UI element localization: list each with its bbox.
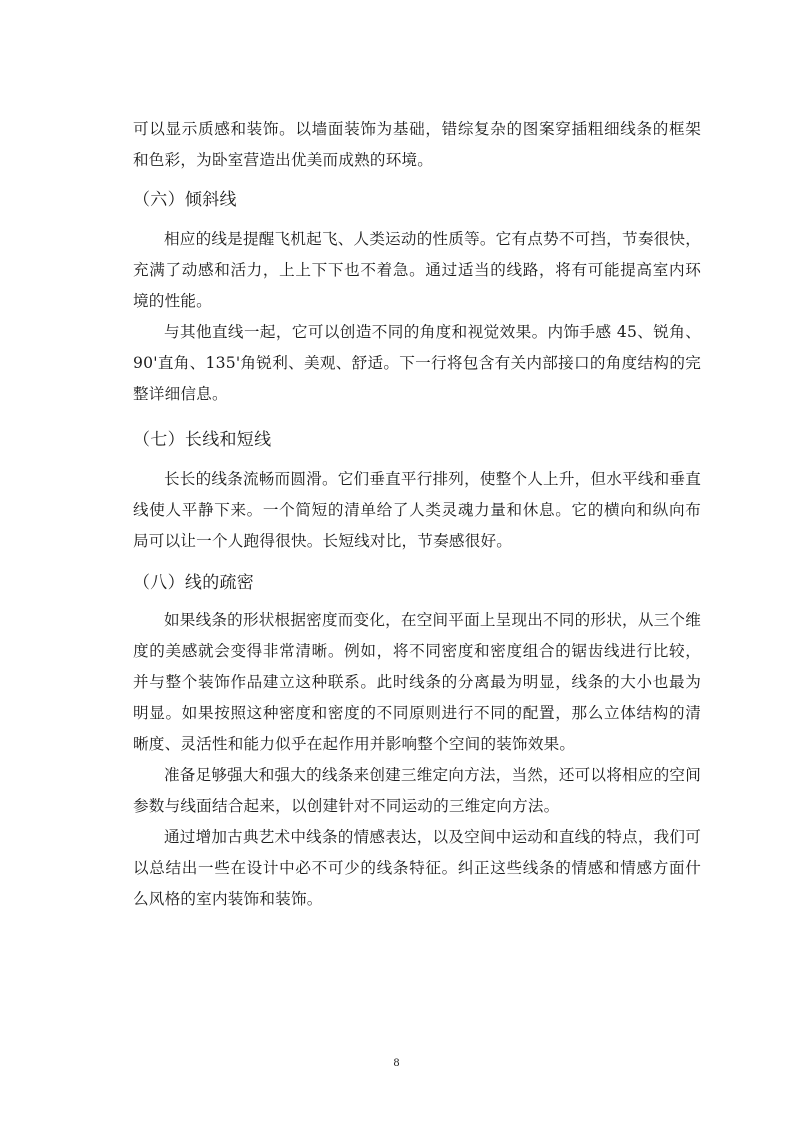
paragraph-continuation: 可以显示质感和装饰。以墙面装饰为基础，错综复杂的图案穿插粗细线条的框架和色彩，为卧室营造出优美而成熟的环境。 <box>133 120 701 169</box>
page-number: 8 <box>393 1055 400 1069</box>
section-heading-slanted-lines: （六）倾斜线 <box>133 190 237 210</box>
paragraph-slanted-lines-1: 相应的线是提醒飞机起飞、人类运动的性质等。它有点势不可挡，节奏很快，充满了动感和活力，上上下下也不着急。通过适当的线路，将有可能提高室内环境的性能。 <box>133 230 701 310</box>
paragraph-line-density-1: 如果线条的形状根据密度而变化，在空间平面上呈现出不同的形状，从三个维度的美感就会变得非常清晰。例如，将不同密度和密度组合的锯齿线进行比较，并与整个装饰作品建立这种联系。此时线条的分离最为明显，线条的大小也最为明显。如果按照这种密度和密度的不同原则进行不同的配置，那么立体结构的清晰度、灵活性和能力似乎在起作用并影响整个空间的装饰效果。 <box>133 611 701 753</box>
paragraph-slanted-lines-2: 与其他直线一起，它可以创造不同的角度和视觉效果。内饰手感 45、锐角、90'直角、135'角锐利、美观、舒适。下一行将包含有关内部接口的角度结构的完整详细信息。 <box>133 323 701 403</box>
section-heading-line-density: （八）线的疏密 <box>133 573 255 593</box>
paragraph-line-density-2: 准备足够强大和强大的线条来创建三维定向方法，当然，还可以将相应的空间参数与线面结合起来，以创建针对不同运动的三维定向方法。 <box>133 766 701 815</box>
paragraph-long-short-lines: 长长的线条流畅而圆滑。它们垂直平行排列，使整个人上升，但水平线和垂直线使人平静下来。一个简短的清单给了人类灵魂力量和休息。它的横向和纵向布局可以让一个人跑得很快。长短线对比，节奏感很好。 <box>133 470 701 550</box>
section-heading-long-short-lines: （七）长线和短线 <box>133 430 272 450</box>
paragraph-line-density-3: 通过增加古典艺术中线条的情感表达，以及空间中运动和直线的特点，我们可以总结出一些在设计中必不可少的线条特征。纠正这些线条的情感和情感方面什么风格的室内装饰和装饰。 <box>133 828 701 908</box>
